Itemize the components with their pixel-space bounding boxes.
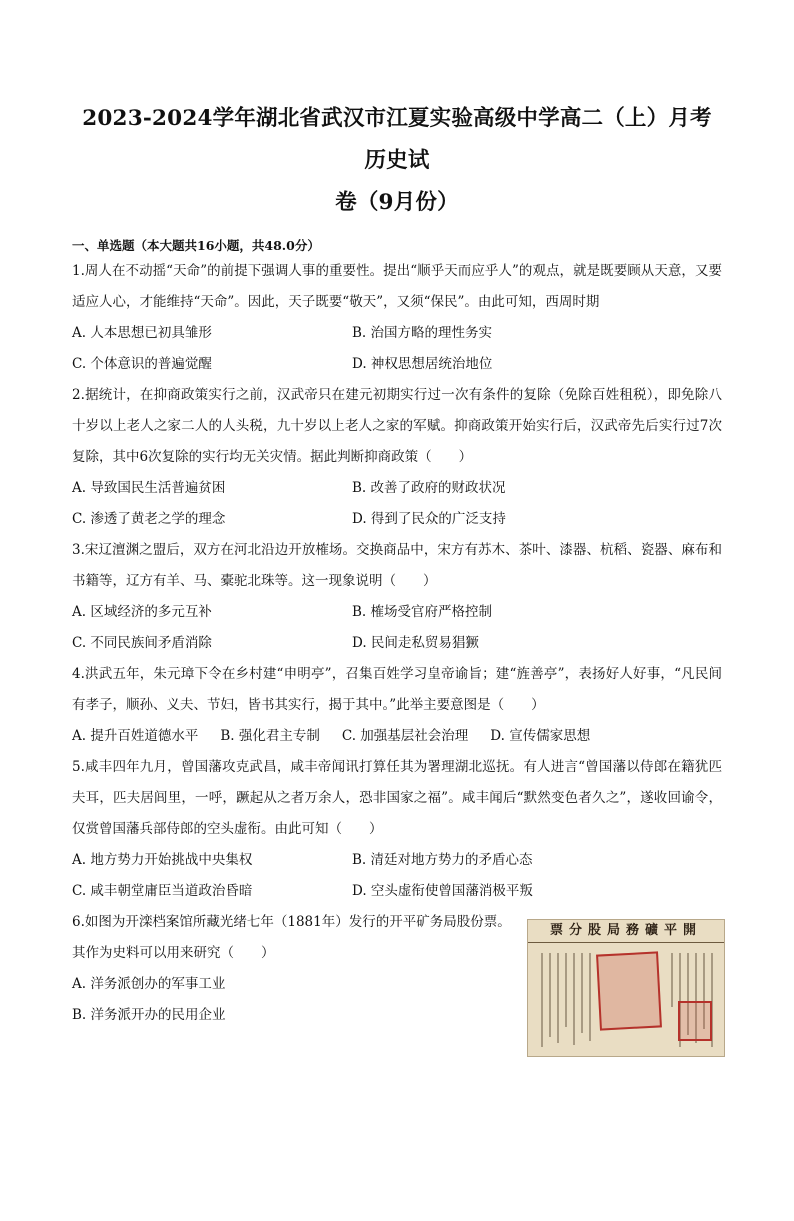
question-stem: 5.咸丰四年九月，曾国藩攻克武昌，咸丰帝闻讯打算任其为署理湖北巡抚。有人进言“曾国藩以侍郎在籍犹匹夫耳，匹夫居闾里，一呼，蹶起从之者万余人，恐非国家之福”。咸丰闻后“默然变色者久之”，遂收回谕令，仅赏曾国藩兵部侍郎的空头虚衔。由此可知（ ） [72, 759, 722, 837]
question-2 [72, 380, 722, 535]
option-a: A. 区域经济的多元互补 [72, 604, 212, 620]
question-1 [72, 256, 722, 380]
option-d: D. 空头虚衔使曾国藩消极平叛 [352, 883, 533, 899]
exam-page [0, 98, 794, 1221]
question-stem: 1.周人在不动摇“天命”的前提下强调人事的重要性。提出“顺乎天而应乎人”的观点，就是既要顾从天意，又要适应人心，才能维持“天命”。因此，天子既要“敬天”，又须“保民”。由此可知，西周时期 [72, 263, 722, 310]
option-row [72, 845, 722, 876]
title-line-1: 2023-2024学年湖北省武汉市江夏实验高级中学高二（上）月考历史试 [82, 106, 712, 173]
option-c: C. 渗透了黄老之学的理念 [72, 511, 226, 527]
option-b: B. 洋务派开办的民用企业 [72, 1007, 226, 1023]
option-row [72, 349, 722, 380]
option-b: B. 治国方略的理性务实 [352, 325, 493, 341]
option-row [72, 597, 722, 628]
option-c: C. 咸丰朝堂庸臣当道政治昏暗 [72, 883, 253, 899]
option-a: A. 地方势力开始挑战中央集权 [72, 852, 253, 868]
question-4 [72, 659, 722, 752]
question-6 [72, 907, 722, 1031]
option-row [72, 504, 722, 535]
option-d: D. 神权思想居统治地位 [352, 356, 493, 372]
question-stem: 6.如图为开滦档案馆所藏光绪七年（1881年）发行的开平矿务局股份票。 [72, 914, 511, 930]
option-c: C. 个体意识的普遍觉醒 [72, 356, 212, 372]
option-d: D. 民间走私贸易猖獗 [352, 635, 479, 651]
question-5 [72, 752, 722, 907]
option-row [72, 318, 722, 349]
option-b: B. 强化君主专制 [220, 728, 320, 744]
question-stem: 3.宋辽澶渊之盟后，双方在河北沿边开放榷场。交换商品中，宋方有苏木、茶叶、漆器、杭稻、瓷器、麻布和书籍等，辽方有羊、马、橐驼北珠等。这一现象说明（ ） [72, 542, 722, 589]
option-row [72, 628, 722, 659]
option-b: B. 榷场受官府严格控制 [352, 604, 493, 620]
small-seal-stamp [678, 1001, 712, 1041]
exam-title [72, 98, 722, 224]
question-3 [72, 535, 722, 659]
question-stem: 2.据统计，在抑商政策实行之前，汉武帝只在建元初期实行过一次有条件的复除（免除百姓租税），即免除八十岁以上老人之家二人的人头税，九十岁以上老人之家的军赋。抑商政策开始实行后，汉武帝先后实行过7次复除，其中6次复除的实行均无关灾情。据此判断抑商政策（ ） [72, 387, 722, 465]
option-row [72, 473, 722, 504]
option-c: C. 加强基层社会治理 [341, 728, 469, 744]
option-row [72, 876, 722, 907]
option-b: B. 清廷对地方势力的矛盾心态 [352, 852, 533, 868]
title-line-2: 卷（9月份） [335, 190, 459, 215]
option-c: C. 不同民族间矛盾消除 [72, 635, 212, 651]
option-a: A. 洋务派创办的军事工业 [72, 976, 226, 992]
stock-certificate-body [528, 943, 724, 1057]
stock-certificate-image [527, 919, 725, 1057]
question-stem: 4.洪武五年，朱元璋下令在乡村建“申明亭”，召集百姓学习皇帝谕旨；建“旌善亭”，表扬好人好事，“凡民间有孝子，顺孙、义夫、节妇，皆书其实行，揭于其中。”此举主要意图是（ ） [72, 666, 722, 713]
red-seal-stamp [596, 951, 662, 1030]
option-d: D. 得到了民众的广泛支持 [352, 511, 506, 527]
stock-certificate-header: 票分股局務礦平開 [528, 920, 724, 943]
option-a: A. 提升百姓道德水平 [72, 728, 199, 744]
option-row [72, 721, 722, 752]
section-heading: 一、单选题（本大题共16小题，共48.0分） [72, 238, 320, 253]
option-b: B. 改善了政府的财政状况 [352, 480, 506, 496]
option-d: D. 宣传儒家思想 [490, 728, 591, 744]
question-stem-cont: 其作为史料可以用来研究（ ） [72, 945, 275, 961]
option-a: A. 导致国民生活普遍贫困 [72, 480, 226, 496]
option-a: A. 人本思想已初具雏形 [72, 325, 212, 341]
